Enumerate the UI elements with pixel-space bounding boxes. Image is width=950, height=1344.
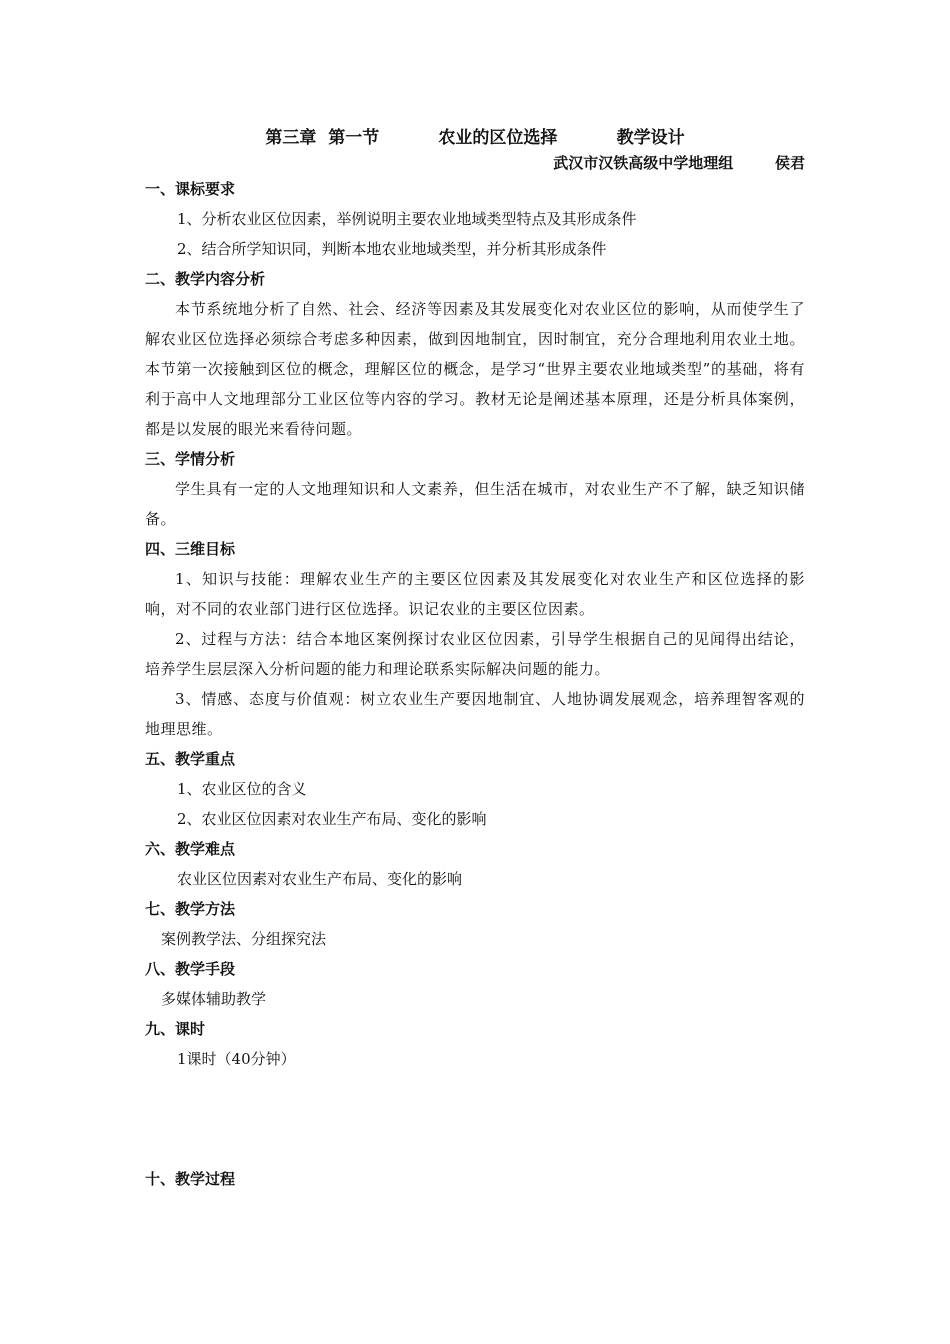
paragraph: 本节系统地分析了自然、社会、经济等因素及其发展变化对农业区位的影响，从而使学生了解农业区位选择必须综合考虑多种因素，做到因地制宜，因时制宜，充分合理地利用农业土地。本节第一次接触到区位的概念，理解区位的概念，是学习“世界主要农业地域类型”的基础，将有利于高中人文地理部分工业区位等内容的学习。教材无论是阐述基本原理，还是分析具体案例，都是以发展的眼光来看待问题。	[145, 300, 805, 438]
section-text: 多媒体辅助教学	[161, 990, 267, 1008]
spacer	[145, 1074, 805, 1164]
list-item: 2、过程与方法：结合本地区案例探讨农业区位因素，引导学生根据自己的见闻得出结论，培养学生层层深入分析问题的能力和理论联系实际解决问题的能力。	[145, 630, 805, 678]
section-heading-2: 二、教学内容分析	[145, 270, 266, 288]
section-text: 案例教学法、分组探究法	[161, 930, 327, 948]
section-heading-7: 七、教学方法	[145, 900, 236, 918]
section-text: 1课时（40分钟）	[177, 1050, 296, 1068]
section-heading-8: 八、教学手段	[145, 960, 236, 978]
section-heading-6: 六、教学难点	[145, 840, 236, 858]
section-heading-10: 十、教学过程	[145, 1170, 236, 1188]
paragraph: 学生具有一定的人文地理知识和人文素养，但生活在城市，对农业生产不了解，缺乏知识储备。	[145, 480, 805, 528]
list-item: 1、知识与技能：理解农业生产的主要区位因素及其发展变化对农业生产和区位选择的影响，对不同的农业部门进行区位选择。识记农业的主要区位因素。	[145, 570, 805, 618]
list-item: 1、分析农业区位因素，举例说明主要农业地域类型特点及其形成条件	[177, 210, 637, 228]
document-title: 第三章 第一节 农业的区位选择 教学设计	[265, 128, 685, 148]
document-body	[145, 174, 805, 1194]
list-item: 2、结合所学知识同，判断本地农业地域类型，并分析其形成条件	[177, 240, 607, 258]
list-item: 2、农业区位因素对农业生产布局、变化的影响	[177, 810, 487, 828]
section-heading-4: 四、三维目标	[145, 540, 236, 558]
section-heading-9: 九、课时	[145, 1020, 206, 1038]
section-heading-1: 一、课标要求	[145, 180, 236, 198]
list-item: 1、农业区位的含义	[177, 780, 307, 798]
section-heading-3: 三、学情分析	[145, 450, 236, 468]
section-heading-5: 五、教学重点	[145, 750, 236, 768]
section-text: 农业区位因素对农业生产布局、变化的影响	[177, 870, 463, 888]
list-item: 3、情感、态度与价值观：树立农业生产要因地制宜、人地协调发展观念，培养理智客观的地理思维。	[145, 690, 805, 738]
document-author: 武汉市汉铁高级中学地理组 侯君	[553, 154, 805, 172]
